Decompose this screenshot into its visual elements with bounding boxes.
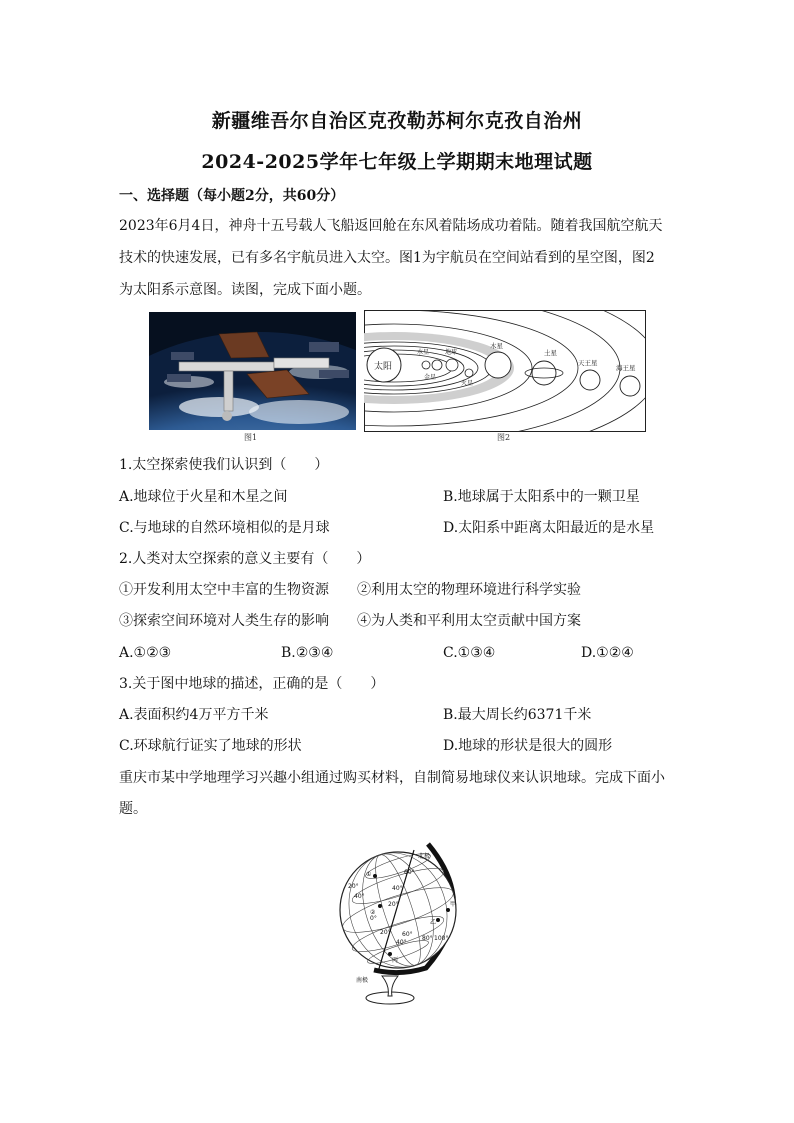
q2-option-a[interactable]: A.①②③ — [119, 645, 172, 661]
q3-option-a[interactable]: A.表面积约4万平方千米 — [119, 707, 269, 723]
q2-option-c[interactable]: C.①③④ — [443, 645, 496, 661]
q3-stem: 3.关于图中地球的描述，正确的是（ ） — [119, 676, 385, 692]
q2-statement-2: ②利用太空的物理环境进行科学实验 — [357, 582, 581, 598]
q1-option-a[interactable]: A.地球位于火星和木星之间 — [119, 489, 288, 505]
q2-stem: 2.人类对太空探索的意义主要有（ ） — [119, 551, 371, 567]
lat-label: 20° — [388, 901, 399, 908]
intro-line-2: 技术的快速发展，已有多名宇航员进入太空。图1为宇航员在空间站看到的星空图，图2 — [119, 250, 655, 266]
globe-figure — [330, 836, 470, 1006]
title-line-2: 2024-2025学年七年级上学期期末地理试题 — [201, 151, 593, 173]
q2-statement-1: ①开发利用太空中丰富的生物资源 — [119, 582, 329, 598]
q1-option-d[interactable]: D.太阳系中距离太阳最近的是水星 — [443, 520, 655, 536]
q2-statement-3: ③探索空间环境对人类生存的影响 — [119, 613, 329, 629]
point-label: 丙 — [392, 957, 399, 964]
section-heading: 一、选择题（每小题2分，共60分） — [119, 188, 345, 204]
lat-label: 40° — [354, 893, 365, 900]
q2-statement-4: ④为人类和平利用太空贡献中国方案 — [357, 613, 581, 629]
lat-label: 20° — [348, 883, 359, 890]
q1-stem: 1.太空探索使我们认识到（ ） — [119, 457, 329, 473]
q1-option-c[interactable]: C.与地球的自然环境相似的是月球 — [119, 520, 330, 536]
label-mars: 火星 — [461, 380, 474, 387]
intro-line-3: 为太阳系示意图。读图，完成下面小题。 — [119, 282, 371, 298]
point-label: ② — [370, 909, 376, 916]
point-label: 乙 — [430, 919, 437, 926]
label-jupiter: 木星 — [490, 342, 503, 350]
label-saturn: 土星 — [544, 349, 557, 357]
lat-label: 40° — [392, 885, 403, 892]
figure-2-solar-system — [364, 310, 646, 432]
label-uranus: 天王星 — [578, 359, 598, 367]
intro2-line-2: 题。 — [119, 801, 147, 817]
figure-2-caption: 图2 — [497, 433, 511, 442]
q3-option-b[interactable]: B.最大周长约6371千米 — [443, 707, 592, 723]
q2-option-b[interactable]: B.②③④ — [281, 645, 334, 661]
lat-label: 40° — [396, 939, 407, 946]
figure-1-space-station — [149, 312, 356, 430]
lat-label: 20° — [380, 929, 391, 936]
q3-option-c[interactable]: C.环球航行证实了地球的形状 — [119, 738, 302, 754]
lat-label: 60° — [402, 931, 413, 938]
lat-label: 0° — [370, 915, 377, 922]
q3-option-d[interactable]: D.地球的形状是很大的圆形 — [443, 738, 613, 754]
point-label: 甲 — [450, 901, 457, 908]
lat-label: 60° — [404, 869, 415, 876]
label-venus: 金星 — [424, 374, 437, 381]
lon-label: 100° — [434, 935, 449, 942]
label-sun: 太阳 — [374, 362, 393, 372]
figure-1-caption: 图1 — [244, 433, 258, 442]
point-label: ① — [366, 871, 372, 878]
lon-label: 80° — [422, 935, 433, 942]
title-line-1: 新疆维吾尔自治区克孜勒苏柯尔克孜自治州 — [211, 110, 583, 132]
q2-option-d[interactable]: D.①②④ — [581, 645, 634, 661]
north-pole-label: 北极 — [418, 853, 431, 860]
intro2-line-1: 重庆市某中学地理学习兴趣小组通过购买材料，自制简易地球仪来认识地球。完成下面小 — [119, 770, 665, 786]
q1-option-b[interactable]: B.地球属于太阳系中的一颗卫星 — [443, 489, 640, 505]
intro-line-1: 2023年6月4日，神舟十五号载人飞船返回舱在东风着陆场成功着陆。随着我国航空航天 — [119, 218, 663, 234]
label-mercury: 水星 — [417, 349, 430, 356]
label-earth: 地球 — [445, 349, 458, 356]
label-neptune: 海王星 — [616, 364, 636, 372]
south-pole-label: 南极 — [356, 977, 369, 984]
